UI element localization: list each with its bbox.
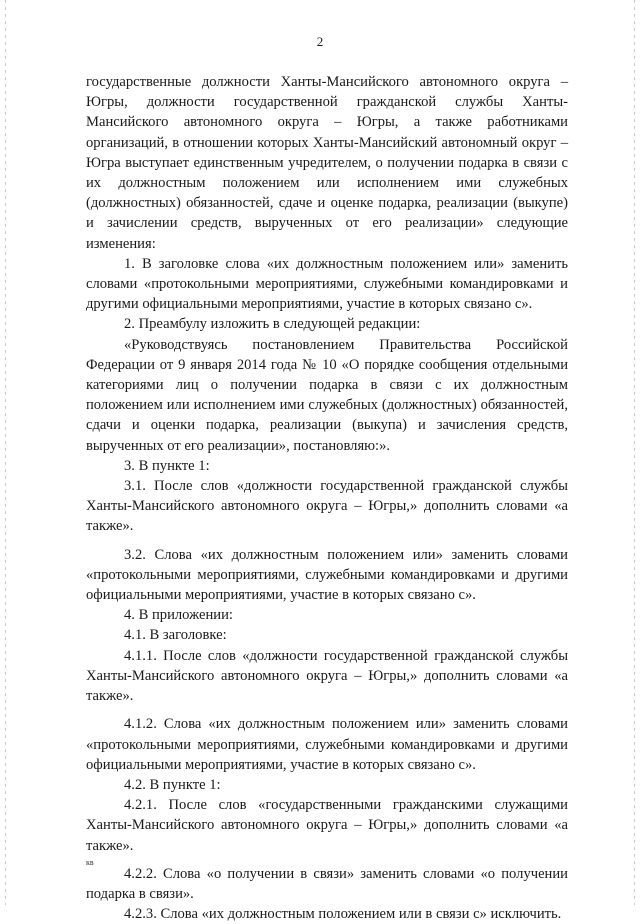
document-body (86, 72, 568, 924)
paragraph-item-4: 4. В приложении: (124, 607, 233, 624)
paragraph-item-4-2-2: 4.2.2. Слова «о получении в связи» заменить словами «о получении подарка в связи». (86, 865, 568, 902)
paragraph-item-4-2-1: 4.2.1. После слов «государственными гражданскими служащими Ханты-Мансийского автономного округа – Югры,» дополнить словами «а также». (86, 797, 568, 854)
paragraph-item-4-1: 4.1. В заголовке: (124, 627, 227, 644)
scan-edge-left (5, 0, 6, 905)
paragraph-item-4-1-2: 4.1.2. Слова «их должностным положением или» заменить словами «протокольными мероприятиями, служебными командировками и другими официальными мероприятиями, участие в которых связано с». (86, 716, 568, 773)
paragraph-item-3-2: 3.2. Слова «их должностным положением или» заменить словами «протокольными мероприятиями, служебными командировками и другими официальными мероприятиями, участие в которых связано с». (86, 546, 568, 604)
footer-code: кв (86, 858, 94, 867)
paragraph-preamble-text: «Руководствуясь постановлением Правительства Российской Федерации от 9 января 2014 года № 10 «О порядке сообщения отдельными категориями лиц о получении подарка в связи с их должностным положением или исполнением ими служебных (должностных) обязанностей, сдачи и оценки подарка, реализации (выкупа) и зачисления средств, вырученных от его реализации», постановляю:». (86, 336, 568, 454)
paragraph-item-2: 2. Преамбулу изложить в следующей редакции: (124, 316, 421, 333)
paragraph-item-4-1-1: 4.1.1. После слов «должности государственной гражданской службы Ханты-Мансийского автономного округа – Югры,» дополнить словами «а также». (86, 647, 568, 705)
paragraph-item-3: 3. В пункте 1: (124, 457, 210, 474)
paragraph-item-4-2-3: 4.2.3. Слова «их должностным положением или в связи с» исключить. (124, 906, 562, 923)
paragraph-item-3-1: 3.1. После слов «должности государственной гражданской службы Ханты-Мансийского автономного округа – Югры,» дополнить словами «а также». (86, 478, 568, 535)
paragraph-item-1: 1. В заголовке слова «их должностным положением или» заменить словами «протокольными мероприятиями, служебными командировками и другими официальными мероприятиями, участие в которых связано с». (86, 255, 568, 313)
paragraph-item-4-2: 4.2. В пункте 1: (124, 776, 221, 793)
paragraph-intro: государственные должности Ханты-Мансийского автономного округа – Югры, должности государственной гражданской службы Ханты-Мансийского автономного округа – Югры, а также работниками организаций, в отношении которых Ханты-Мансийский автономный округ – Югра выступает единственным учредителем, о получении подарка в связи с их должностным положением или исполнением ими служебных (должностных) обязанностей, сдаче и оценке подарка, реализации (выкупе) и зачислении средств, вырученных от его реализации» следующие изменения: (86, 74, 568, 252)
scan-edge-right (634, 0, 635, 905)
page-number: 2 (316, 34, 324, 49)
